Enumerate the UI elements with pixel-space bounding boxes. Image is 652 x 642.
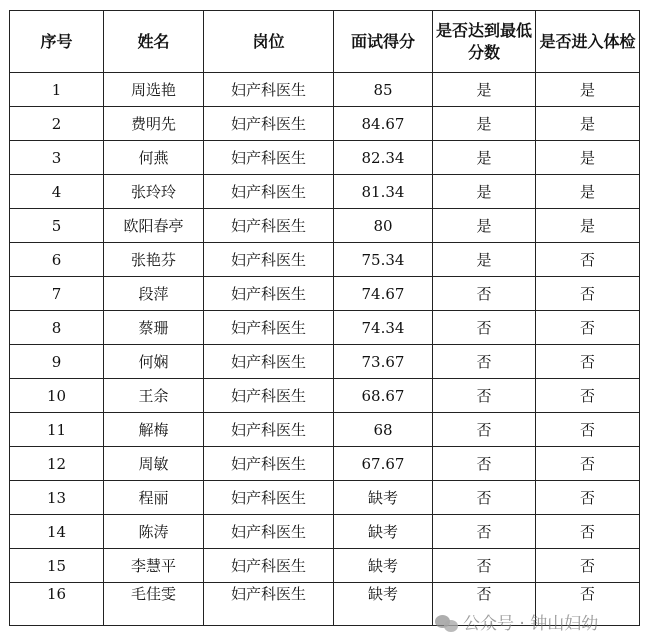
cell-min-score-met: 否 — [433, 583, 536, 626]
cell-enter-physical-exam: 是 — [536, 107, 640, 141]
table-row — [10, 481, 640, 515]
cell-score: 74.67 — [334, 277, 433, 311]
cell-name: 周选艳 — [104, 73, 204, 107]
cell-min-score-met: 否 — [433, 345, 536, 379]
table-row — [10, 379, 640, 413]
cell-score: 81.34 — [334, 175, 433, 209]
cell-enter-physical-exam: 否 — [536, 413, 640, 447]
cell-position: 妇产科医生 — [204, 209, 334, 243]
header-name: 姓名 — [104, 11, 204, 73]
table-row — [10, 73, 640, 107]
table-row — [10, 141, 640, 175]
wechat-icon — [435, 615, 459, 633]
cell-min-score-met: 是 — [433, 175, 536, 209]
cell-name: 毛佳雯 — [104, 583, 204, 626]
cell-enter-physical-exam: 否 — [536, 515, 640, 549]
cell-name: 段萍 — [104, 277, 204, 311]
table-row — [10, 107, 640, 141]
cell-index: 7 — [10, 277, 104, 311]
cell-index: 8 — [10, 311, 104, 345]
cell-index: 5 — [10, 209, 104, 243]
cell-enter-physical-exam: 是 — [536, 175, 640, 209]
cell-position: 妇产科医生 — [204, 175, 334, 209]
table-row — [10, 447, 640, 481]
cell-index: 4 — [10, 175, 104, 209]
cell-position: 妇产科医生 — [204, 447, 334, 481]
watermark-text: 公众号 · 钟山妇幼 — [463, 614, 599, 634]
cell-score: 缺考 — [334, 515, 433, 549]
cell-name: 张艳芬 — [104, 243, 204, 277]
cell-index: 9 — [10, 345, 104, 379]
cell-min-score-met: 否 — [433, 277, 536, 311]
cell-enter-physical-exam: 是 — [536, 209, 640, 243]
cell-position: 妇产科医生 — [204, 413, 334, 447]
cell-score: 缺考 — [334, 583, 433, 626]
cell-position: 妇产科医生 — [204, 345, 334, 379]
cell-index: 15 — [10, 549, 104, 583]
cell-min-score-met: 否 — [433, 379, 536, 413]
table-row — [10, 515, 640, 549]
cell-enter-physical-exam: 否 — [536, 311, 640, 345]
cell-name: 王余 — [104, 379, 204, 413]
cell-name: 李慧平 — [104, 549, 204, 583]
cell-score: 73.67 — [334, 345, 433, 379]
cell-name: 费明先 — [104, 107, 204, 141]
cell-score: 80 — [334, 209, 433, 243]
cell-position: 妇产科医生 — [204, 73, 334, 107]
cell-enter-physical-exam: 否 — [536, 277, 640, 311]
cell-min-score-met: 否 — [433, 413, 536, 447]
cell-index: 16 — [10, 583, 104, 626]
cell-score: 67.67 — [334, 447, 433, 481]
header-position: 岗位 — [204, 11, 334, 73]
results-table — [9, 10, 640, 626]
cell-min-score-met: 否 — [433, 515, 536, 549]
cell-score: 68.67 — [334, 379, 433, 413]
cell-index: 13 — [10, 481, 104, 515]
watermark — [435, 614, 598, 634]
cell-position: 妇产科医生 — [204, 549, 334, 583]
header-enter-physical-exam: 是否进入体检 — [536, 11, 640, 73]
cell-index: 12 — [10, 447, 104, 481]
cell-name: 张玲玲 — [104, 175, 204, 209]
cell-position: 妇产科医生 — [204, 141, 334, 175]
cell-position: 妇产科医生 — [204, 243, 334, 277]
cell-name: 程丽 — [104, 481, 204, 515]
cell-index: 2 — [10, 107, 104, 141]
table-row — [10, 209, 640, 243]
cell-score: 75.34 — [334, 243, 433, 277]
table-row — [10, 175, 640, 209]
table-row — [10, 243, 640, 277]
cell-min-score-met: 是 — [433, 243, 536, 277]
cell-name: 解梅 — [104, 413, 204, 447]
cell-min-score-met: 否 — [433, 549, 536, 583]
table-row — [10, 345, 640, 379]
cell-enter-physical-exam: 是 — [536, 73, 640, 107]
cell-min-score-met: 否 — [433, 311, 536, 345]
cell-name: 陈涛 — [104, 515, 204, 549]
cell-position: 妇产科医生 — [204, 277, 334, 311]
cell-score: 缺考 — [334, 481, 433, 515]
cell-name: 何燕 — [104, 141, 204, 175]
cell-name: 周敏 — [104, 447, 204, 481]
cell-score: 82.34 — [334, 141, 433, 175]
cell-enter-physical-exam: 否 — [536, 583, 640, 626]
cell-index: 1 — [10, 73, 104, 107]
cell-min-score-met: 是 — [433, 107, 536, 141]
table-row — [10, 277, 640, 311]
cell-score: 74.34 — [334, 311, 433, 345]
cell-name: 蔡珊 — [104, 311, 204, 345]
header-index: 序号 — [10, 11, 104, 73]
cell-min-score-met: 否 — [433, 481, 536, 515]
cell-score: 68 — [334, 413, 433, 447]
cell-position: 妇产科医生 — [204, 583, 334, 626]
cell-name: 何娴 — [104, 345, 204, 379]
header-min-score-met: 是否达到最低分数 — [433, 11, 536, 73]
cell-min-score-met: 是 — [433, 141, 536, 175]
cell-enter-physical-exam: 是 — [536, 141, 640, 175]
cell-name: 欧阳春亭 — [104, 209, 204, 243]
cell-min-score-met: 是 — [433, 209, 536, 243]
cell-enter-physical-exam: 否 — [536, 481, 640, 515]
header-score: 面试得分 — [334, 11, 433, 73]
cell-position: 妇产科医生 — [204, 515, 334, 549]
cell-score: 缺考 — [334, 549, 433, 583]
cell-index: 6 — [10, 243, 104, 277]
cell-position: 妇产科医生 — [204, 379, 334, 413]
cell-enter-physical-exam: 否 — [536, 243, 640, 277]
cell-index: 11 — [10, 413, 104, 447]
cell-enter-physical-exam: 否 — [536, 345, 640, 379]
header-row — [10, 11, 640, 73]
cell-position: 妇产科医生 — [204, 311, 334, 345]
cell-enter-physical-exam: 否 — [536, 379, 640, 413]
cell-position: 妇产科医生 — [204, 107, 334, 141]
table-row — [10, 549, 640, 583]
cell-position: 妇产科医生 — [204, 481, 334, 515]
cell-score: 85 — [334, 73, 433, 107]
cell-enter-physical-exam: 否 — [536, 447, 640, 481]
table-row — [10, 311, 640, 345]
cell-index: 10 — [10, 379, 104, 413]
cell-index: 3 — [10, 141, 104, 175]
table-row — [10, 413, 640, 447]
cell-enter-physical-exam: 否 — [536, 549, 640, 583]
cell-score: 84.67 — [334, 107, 433, 141]
cell-index: 14 — [10, 515, 104, 549]
cell-min-score-met: 是 — [433, 73, 536, 107]
cell-min-score-met: 否 — [433, 447, 536, 481]
